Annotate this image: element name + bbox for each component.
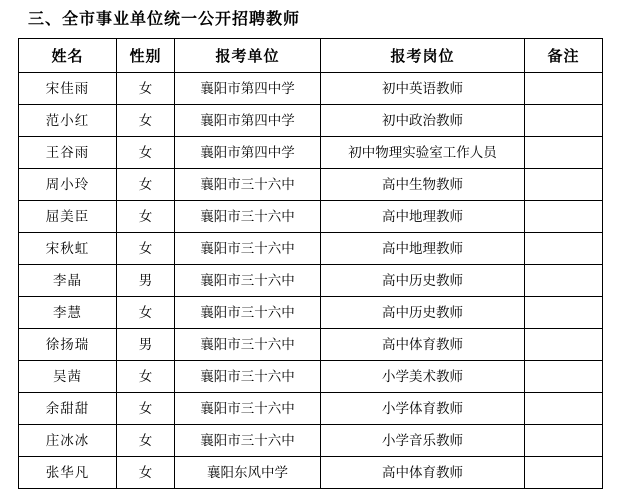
- cell-unit: 襄阳市三十六中: [175, 201, 321, 233]
- table-row: [19, 73, 603, 105]
- table-row: [19, 329, 603, 361]
- cell-remark: [525, 201, 603, 233]
- page-title: 三、全市事业单位统一公开招聘教师: [28, 9, 301, 28]
- cell-post: 小学美术教师: [321, 361, 525, 393]
- cell-unit: 襄阳市第四中学: [175, 137, 321, 169]
- recruitment-table: [18, 38, 603, 489]
- column-header-post: 报考岗位: [321, 39, 525, 73]
- cell-unit: 襄阳市三十六中: [175, 361, 321, 393]
- cell-post: 初中英语教师: [321, 73, 525, 105]
- cell-post: 高中地理教师: [321, 201, 525, 233]
- column-header-remark: 备注: [525, 39, 603, 73]
- cell-name: 周小玲: [19, 169, 117, 201]
- table-row: [19, 169, 603, 201]
- cell-unit: 襄阳市三十六中: [175, 297, 321, 329]
- cell-name: 李慧: [19, 297, 117, 329]
- cell-unit: 襄阳市三十六中: [175, 425, 321, 457]
- column-header-gender: 性别: [117, 39, 175, 73]
- cell-gender: 男: [117, 265, 175, 297]
- cell-name: 范小红: [19, 105, 117, 137]
- cell-unit: 襄阳市三十六中: [175, 393, 321, 425]
- cell-unit: 襄阳东风中学: [175, 457, 321, 489]
- cell-remark: [525, 393, 603, 425]
- cell-gender: 女: [117, 137, 175, 169]
- table-row: [19, 393, 603, 425]
- cell-unit: 襄阳市第四中学: [175, 73, 321, 105]
- cell-unit: 襄阳市三十六中: [175, 169, 321, 201]
- table-row: [19, 265, 603, 297]
- table-row: [19, 361, 603, 393]
- cell-remark: [525, 105, 603, 137]
- cell-post: 小学体育教师: [321, 393, 525, 425]
- cell-gender: 女: [117, 169, 175, 201]
- cell-gender: 女: [117, 457, 175, 489]
- cell-gender: 女: [117, 105, 175, 137]
- cell-gender: 女: [117, 425, 175, 457]
- cell-unit: 襄阳市第四中学: [175, 105, 321, 137]
- cell-gender: 男: [117, 329, 175, 361]
- cell-name: 李晶: [19, 265, 117, 297]
- column-header-name: 姓名: [19, 39, 117, 73]
- cell-remark: [525, 137, 603, 169]
- cell-gender: 女: [117, 361, 175, 393]
- cell-unit: 襄阳市三十六中: [175, 329, 321, 361]
- cell-name: 吴茜: [19, 361, 117, 393]
- table-row: [19, 201, 603, 233]
- table-row: [19, 137, 603, 169]
- cell-remark: [525, 329, 603, 361]
- cell-post: 高中历史教师: [321, 297, 525, 329]
- cell-post: 高中历史教师: [321, 265, 525, 297]
- cell-name: 屈美臣: [19, 201, 117, 233]
- cell-name: 宋秋虹: [19, 233, 117, 265]
- table-row: [19, 425, 603, 457]
- table-row: [19, 233, 603, 265]
- cell-remark: [525, 425, 603, 457]
- cell-gender: 女: [117, 233, 175, 265]
- cell-name: 宋佳雨: [19, 73, 117, 105]
- cell-gender: 女: [117, 393, 175, 425]
- cell-gender: 女: [117, 201, 175, 233]
- cell-remark: [525, 73, 603, 105]
- cell-post: 高中体育教师: [321, 457, 525, 489]
- cell-post: 小学音乐教师: [321, 425, 525, 457]
- cell-gender: 女: [117, 297, 175, 329]
- cell-unit: 襄阳市三十六中: [175, 233, 321, 265]
- cell-remark: [525, 169, 603, 201]
- table-row: [19, 457, 603, 489]
- table-header-row: [19, 39, 603, 73]
- cell-post: 高中体育教师: [321, 329, 525, 361]
- cell-gender: 女: [117, 73, 175, 105]
- column-header-unit: 报考单位: [175, 39, 321, 73]
- cell-post: 高中地理教师: [321, 233, 525, 265]
- cell-post: 初中物理实验室工作人员: [321, 137, 525, 169]
- cell-remark: [525, 297, 603, 329]
- cell-name: 徐扬瑞: [19, 329, 117, 361]
- cell-name: 庄冰冰: [19, 425, 117, 457]
- cell-remark: [525, 457, 603, 489]
- table-row: [19, 105, 603, 137]
- cell-name: 余甜甜: [19, 393, 117, 425]
- cell-post: 高中生物教师: [321, 169, 525, 201]
- table-body: [19, 73, 603, 489]
- cell-remark: [525, 265, 603, 297]
- cell-unit: 襄阳市三十六中: [175, 265, 321, 297]
- cell-name: 张华凡: [19, 457, 117, 489]
- cell-remark: [525, 361, 603, 393]
- table-row: [19, 297, 603, 329]
- cell-post: 初中政治教师: [321, 105, 525, 137]
- cell-remark: [525, 233, 603, 265]
- cell-name: 王谷雨: [19, 137, 117, 169]
